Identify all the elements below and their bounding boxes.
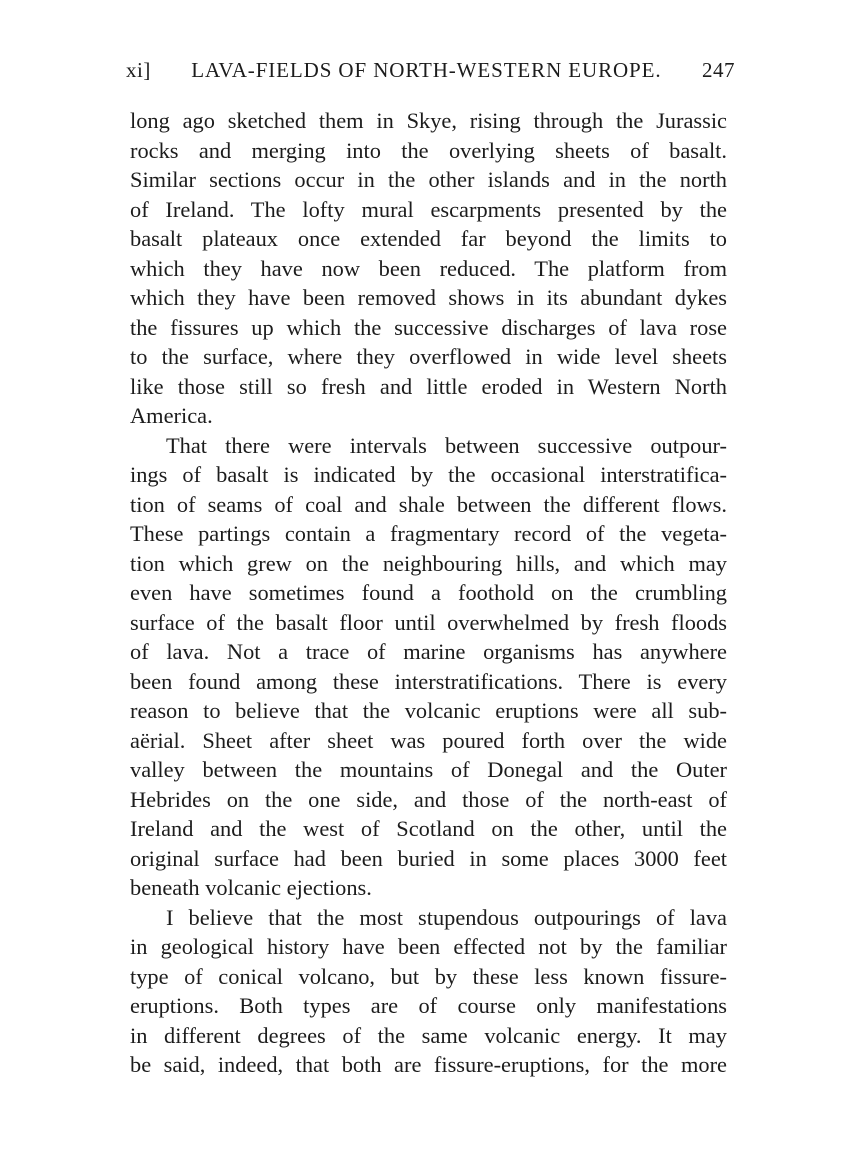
text-line: which they have now been reduced. The platform from — [130, 255, 727, 281]
text-line: Similar sections occur in the other islands and in the north — [130, 167, 727, 192]
text-line: even have sometimes found a foothold on the crumbling — [130, 580, 727, 605]
text-line: tion of seams of coal and shale between the different flows. — [130, 491, 727, 517]
page-number: 247 — [701, 58, 735, 82]
text-line: be said, indeed, that both are fissure-eruptions, for the more — [130, 1052, 727, 1077]
text-line: in geological history have been effected not by the familiar — [130, 934, 727, 959]
text-line: the fissures up which the successive discharges of lava rose — [130, 314, 727, 340]
text-line: These partings contain a fragmentary record of the vegeta- — [130, 521, 727, 546]
text-line: ings of basalt is indicated by the occasional interstratifica- — [130, 462, 727, 487]
text-line: to the surface, where they overflowed in wide level sheets — [130, 344, 727, 369]
text-line: rocks and merging into the overlying sheets of basalt. — [130, 137, 727, 163]
chapter-number: xi] — [126, 58, 151, 82]
text-line: aërial. Sheet after sheet was poured forth over the wide — [130, 727, 727, 753]
text-line: beneath volcanic ejections. — [130, 875, 372, 900]
text-line: America. — [130, 403, 213, 428]
paragraph-2 — [130, 431, 727, 903]
text-line: which they have been removed shows in its abundant dykes — [130, 285, 727, 310]
text-line: I believe that the most stupendous outpourings of lava — [166, 904, 727, 930]
text-line: like those still so fresh and little eroded in Western North — [130, 373, 727, 399]
text-line: been found among these interstratifications. There is every — [130, 668, 727, 694]
text-line: reason to believe that the volcanic eruptions were all sub- — [130, 698, 727, 723]
text-line: eruptions. Both types are of course only manifestations — [130, 993, 727, 1018]
text-line: of Ireland. The lofty mural escarpments presented by the — [130, 196, 727, 222]
text-line: long ago sketched them in Skye, rising through the Jurassic — [130, 108, 727, 133]
text-line: in different degrees of the same volcanic energy. It may — [130, 1022, 727, 1048]
text-line: surface of the basalt floor until overwhelmed by fresh floods — [130, 609, 727, 635]
paragraph-1 — [130, 106, 727, 431]
text-line: Ireland and the west of Scotland on the other, until the — [130, 816, 727, 841]
text-line: That there were intervals between successive outpour- — [166, 432, 727, 458]
text-line: valley between the mountains of Donegal and the Outer — [130, 757, 727, 782]
text-line: basalt plateaux once extended far beyond the limits to — [130, 226, 727, 251]
text-line: of lava. Not a trace of marine organisms has anywhere — [130, 639, 727, 664]
running-head — [126, 58, 735, 90]
text-line: tion which grew on the neighbouring hills, and which may — [130, 550, 727, 576]
paragraph-3 — [130, 903, 727, 1080]
text-line: original surface had been buried in some places 3000 feet — [130, 845, 727, 871]
book-page — [126, 58, 735, 1080]
body-text — [130, 106, 727, 1080]
text-line: type of conical volcano, but by these less known fissure- — [130, 963, 727, 989]
text-line: Hebrides on the one side, and those of the north-east of — [130, 786, 727, 812]
running-title: LAVA-FIELDS OF NORTH-WESTERN EUROPE. — [191, 58, 662, 82]
